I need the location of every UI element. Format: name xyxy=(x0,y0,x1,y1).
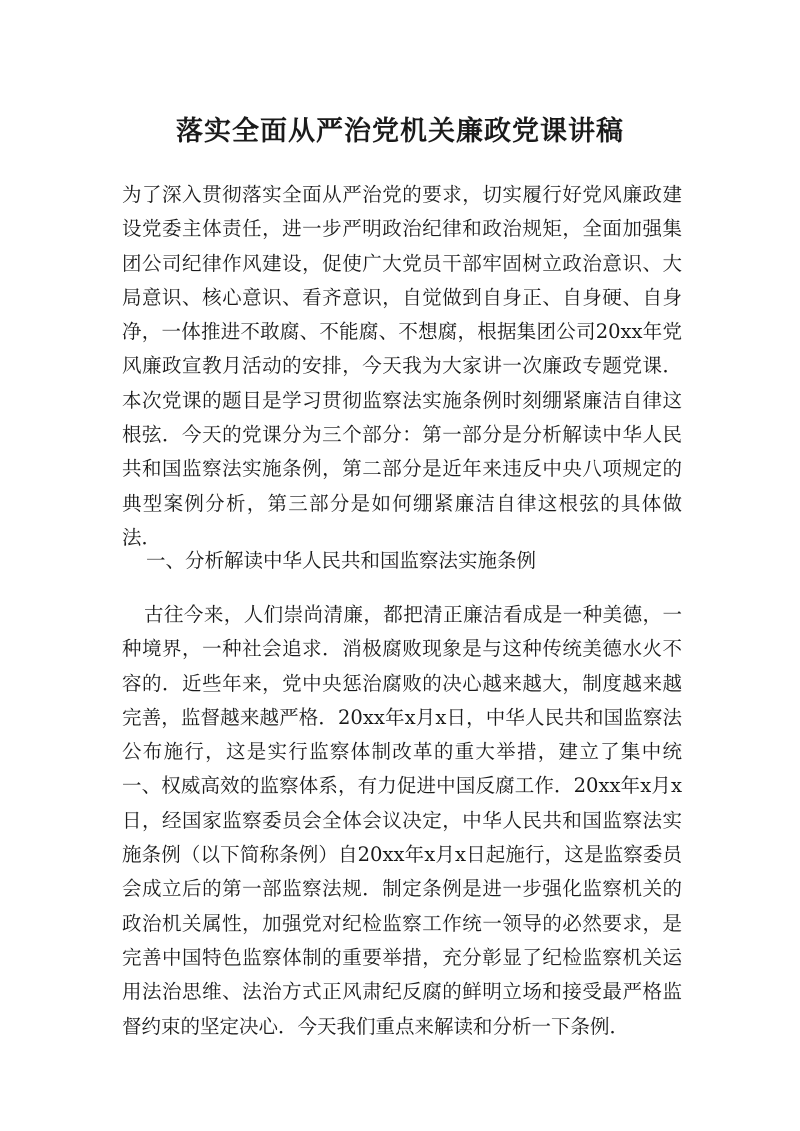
document-title: 落实全面从严治党机关廉政党课讲稿 xyxy=(176,116,624,147)
section-paragraph: 古往今来，人们崇尚清廉，都把清正廉洁看成是一种美德，一种境界，一种社会追求．消极腐败现象是与这种传统美德水火不容的．近些年来，党中央惩治腐败的决心越来越大，制度越来越完善，监督越来越严格．20xx年x月x日，中华人民共和国监察法公布施行，这是实行监察体制改革的重大举措，建立了集中统一、权威高效的监察体系，有力促进中国反腐工作．20xx年x月x日，经国家监察委员会全体会议决定，中华人民共和国监察法实施条例（以下简称条例）自20xx年x月x日起施行，这是监察委员会成立后的第一部监察法规．制定条例是进一步强化监察机关的政治机关属性，加强党对纪检监察工作统一领导的必然要求，是完善中国特色监察体制的重要举措，充分彰显了纪检监察机关运用法治思维、法治方式正风肃纪反腐的鲜明立场和接受最严格监督约束的坚定决心．今天我们重点来解读和分析一下条例． xyxy=(122,603,682,1038)
intro-paragraph: 为了深入贯彻落实全面从严治党的要求，切实履行好党风廉政建设党委主体责任，进一步严明政治纪律和政治规矩，全面加强集团公司纪律作风建设，促使广大党员干部牢固树立政治意识、大局意识、核心意识、看齐意识，自觉做到自身正、自身硬、自身净，一体推进不敢腐、不能腐、不想腐，根据集团公司20xx年党风廉政宣教月活动的安排，今天我为大家讲一次廉政专题党课．本次党课的题目是学习贯彻监察法实施条例时刻绷紧廉洁自律这根弦．今天的党课分为三个部分：第一部分是分析解读中华人民共和国监察法实施条例，第二部分是近年来违反中央八项规定的典型案例分析，第三部分是如何绷紧廉洁自律这根弦的具体做法． xyxy=(122,183,682,549)
section-heading: 一、分析解读中华人民共和国监察法实施条例 xyxy=(146,549,537,572)
